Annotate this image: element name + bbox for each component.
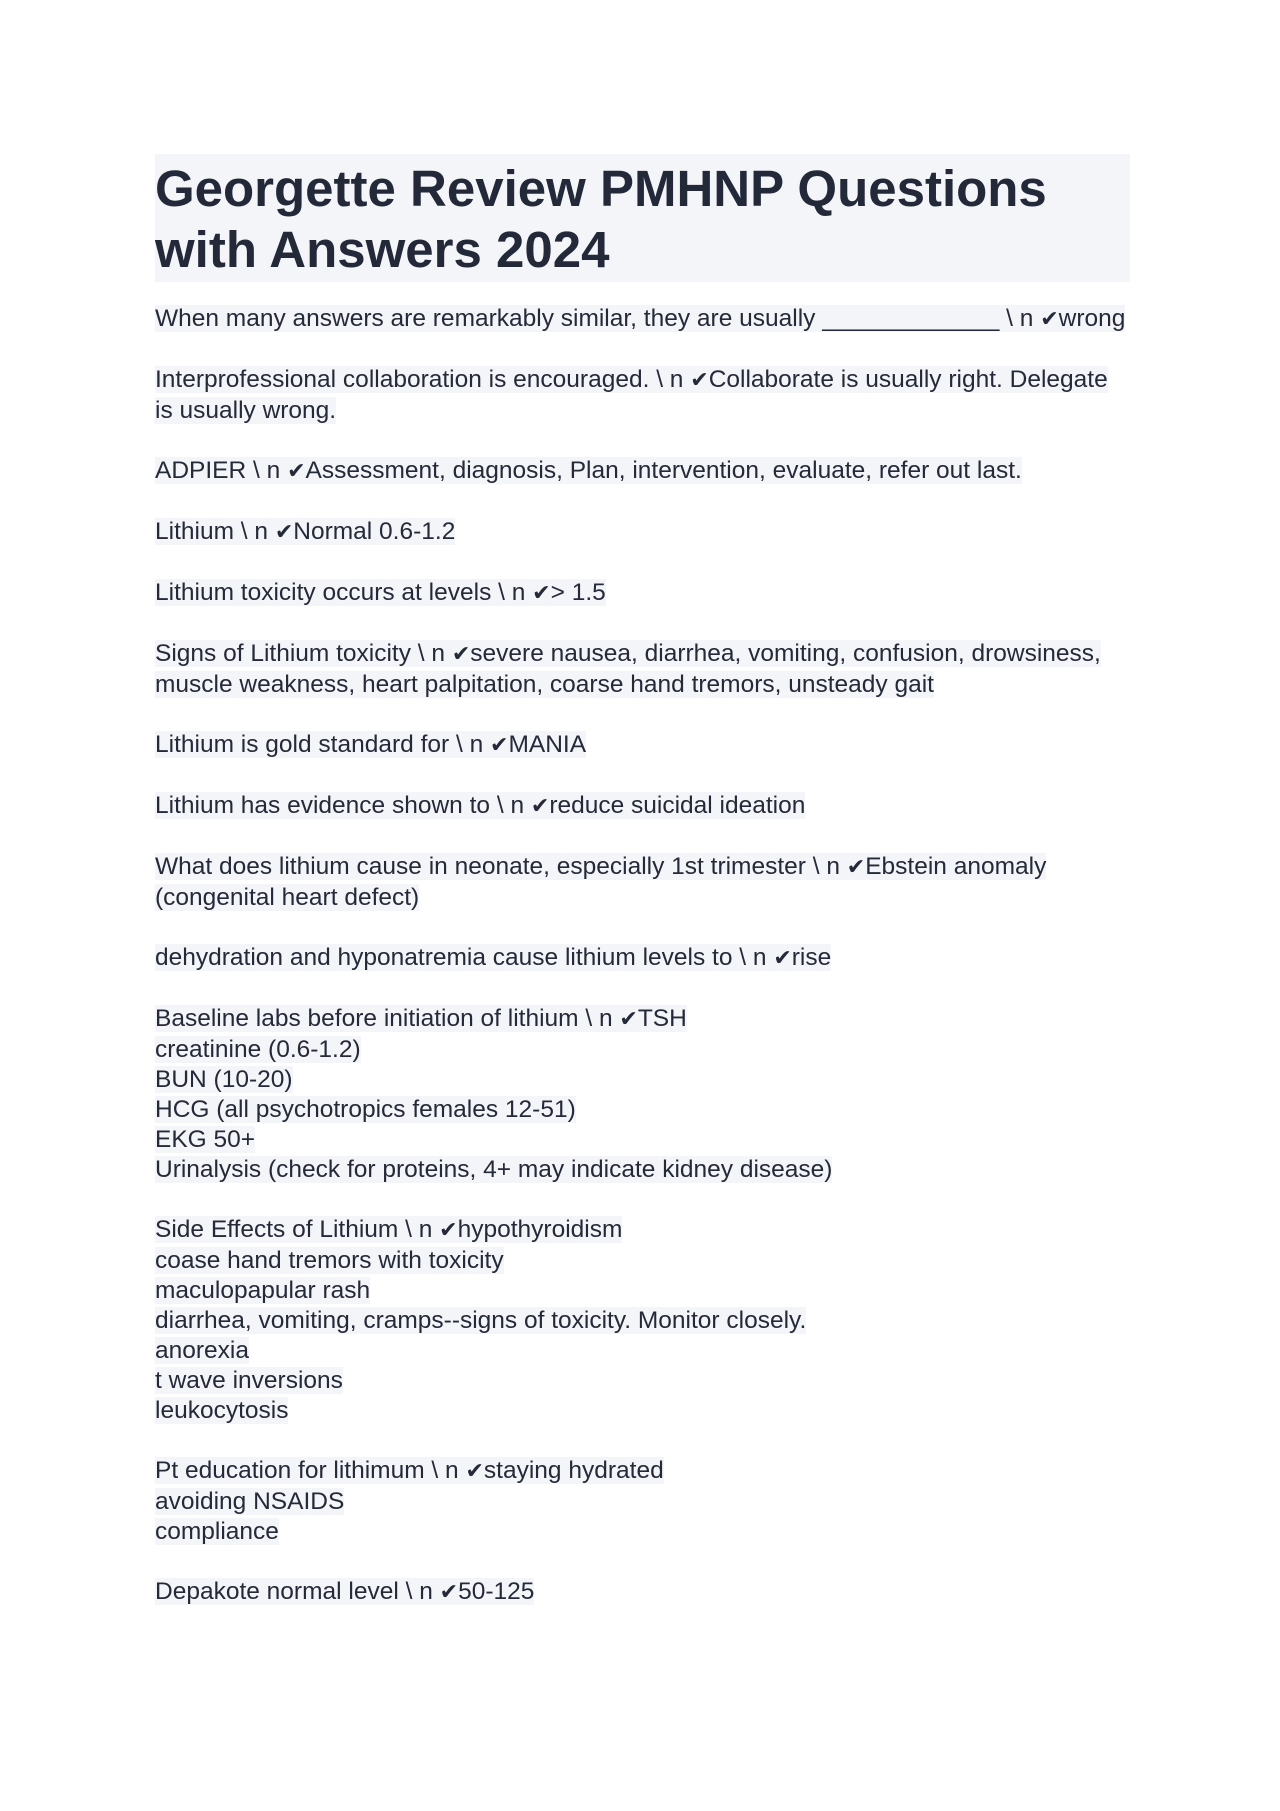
qa-first-line [155, 852, 1130, 913]
answer-continuation-line [155, 1155, 1130, 1185]
check-mark-icon: ✔ [439, 1580, 459, 1605]
question-text: Lithium is gold standard for \ n [155, 731, 491, 758]
qa-item [155, 1215, 1130, 1426]
question-text: Interprofessional collaboration is encouraged. \ n [155, 366, 691, 393]
qa-highlight [155, 305, 1125, 332]
qa-item [155, 578, 1130, 609]
qa-first-line [155, 791, 1130, 822]
question-text: Pt education for lithimum \ n [155, 1457, 466, 1484]
qa-first-line [155, 1456, 1130, 1487]
answer-continuation-line [155, 1276, 1130, 1306]
answer-continuation-text: creatinine (0.6-1.2) [155, 1036, 361, 1063]
qa-first-line [155, 639, 1130, 700]
qa-item [155, 1456, 1130, 1547]
check-mark-icon: ✔ [773, 946, 792, 971]
answer-continuation-text: compliance [155, 1518, 279, 1545]
qa-first-line [155, 578, 1130, 609]
answer-continuation-text: t wave inversions [155, 1367, 343, 1394]
check-mark-icon: ✔ [530, 794, 550, 819]
qa-highlight [155, 518, 455, 545]
qa-item [155, 1004, 1130, 1185]
question-text: Depakote normal level \ n [155, 1578, 440, 1605]
answer-continuation-text: diarrhea, vomiting, cramps--signs of toxicity. Monitor closely. [155, 1307, 807, 1334]
answer-text: MANIA [508, 731, 587, 758]
qa-first-line [155, 1004, 1130, 1035]
qa-highlight [155, 731, 586, 758]
answer-text: reduce suicidal ideation [549, 792, 806, 819]
question-text: dehydration and hyponatremia cause lithium levels to \ n [155, 944, 774, 971]
qa-first-line [155, 1215, 1130, 1246]
check-mark-icon: ✔ [465, 1459, 484, 1484]
qa-highlight [155, 1578, 534, 1605]
check-mark-icon: ✔ [490, 733, 509, 758]
answer-text: 50-125 [458, 1578, 535, 1605]
qa-first-line [155, 517, 1130, 548]
answer-continuation-text: leukocytosis [155, 1397, 289, 1424]
answer-continuation-text: anorexia [155, 1337, 249, 1364]
qa-first-line [155, 304, 1130, 335]
qa-item [155, 852, 1130, 913]
check-mark-icon: ✔ [274, 520, 294, 545]
answer-continuation-text: EKG 50+ [155, 1126, 256, 1153]
qa-first-line [155, 456, 1130, 487]
qa-item [155, 730, 1130, 761]
qa-list [155, 304, 1130, 1608]
qa-item [155, 791, 1130, 822]
answer-continuation-line [155, 1246, 1130, 1276]
answer-continuation-text: avoiding NSAIDS [155, 1488, 345, 1515]
answer-continuation-line [155, 1336, 1130, 1366]
qa-first-line [155, 730, 1130, 761]
answer-text: severe nausea, diarrhea, vomiting, confusion, drowsiness, muscle weakness, heart palpitation, coarse hand tremors, unsteady gait [155, 640, 1101, 698]
question-text: ADPIER \ n [155, 457, 288, 484]
answer-continuation-text: coase hand tremors with toxicity [155, 1247, 504, 1274]
answer-text: hypothyroidism [457, 1216, 623, 1243]
check-mark-icon: ✔ [532, 581, 551, 606]
qa-highlight [155, 853, 1046, 911]
answer-continuation-line [155, 1487, 1130, 1517]
qa-first-line [155, 365, 1130, 426]
qa-highlight [155, 1457, 664, 1484]
answer-continuation-text: maculopapular rash [155, 1277, 371, 1304]
answer-text: Ebstein anomaly (congenital heart defect) [155, 853, 1047, 911]
qa-item [155, 1577, 1130, 1608]
answer-text: rise [791, 944, 832, 971]
question-text: Lithium toxicity occurs at levels \ n [155, 579, 533, 606]
answer-continuation-line [155, 1065, 1130, 1095]
answer-text: wrong [1058, 305, 1126, 332]
check-mark-icon: ✔ [287, 459, 306, 484]
answer-text: staying hydrated [483, 1457, 664, 1484]
answer-continuation-line [155, 1366, 1130, 1396]
answer-continuation-line [155, 1125, 1130, 1155]
check-mark-icon: ✔ [846, 855, 866, 880]
answer-continuation-line [155, 1095, 1130, 1125]
question-text: Side Effects of Lithium \ n [155, 1216, 440, 1243]
answer-continuation-line [155, 1306, 1130, 1336]
answer-text: Assessment, diagnosis, Plan, intervention, evaluate, refer out last. [305, 457, 1022, 484]
qa-item [155, 943, 1130, 974]
answer-continuation-text: Urinalysis (check for proteins, 4+ may indicate kidney disease) [155, 1156, 833, 1183]
qa-highlight [155, 640, 1101, 698]
answer-text: Collaborate is usually right. Delegate is usually wrong. [155, 366, 1108, 424]
qa-item [155, 304, 1130, 335]
answer-continuation-text: HCG (all psychotropics females 12-51) [155, 1096, 576, 1123]
qa-highlight [155, 457, 1022, 484]
title-block [155, 154, 1130, 282]
question-text: What does lithium cause in neonate, especially 1st trimester \ n [155, 853, 847, 880]
answer-continuation-line [155, 1035, 1130, 1065]
answer-text: TSH [637, 1005, 687, 1032]
qa-highlight [155, 366, 1108, 424]
answer-continuation-text: BUN (10-20) [155, 1066, 293, 1093]
qa-highlight [155, 579, 606, 606]
qa-first-line [155, 1577, 1130, 1608]
page-title: Georgette Review PMHNP Questions with Answers 2024 [155, 160, 1047, 278]
question-text: Signs of Lithium toxicity \ n [155, 640, 452, 667]
document-page [155, 154, 1130, 1638]
answer-text: > 1.5 [550, 579, 606, 606]
answer-continuation-line [155, 1517, 1130, 1547]
check-mark-icon: ✔ [451, 642, 471, 667]
check-mark-icon: ✔ [619, 1007, 638, 1032]
check-mark-icon: ✔ [1040, 307, 1059, 332]
answer-text: Normal 0.6-1.2 [293, 518, 456, 545]
qa-highlight [155, 1216, 622, 1243]
qa-highlight [155, 944, 831, 971]
question-text: Lithium \ n [155, 518, 275, 545]
answer-continuation-line [155, 1396, 1130, 1426]
qa-item [155, 456, 1130, 487]
qa-item [155, 639, 1130, 700]
qa-first-line [155, 943, 1130, 974]
qa-highlight [155, 1005, 687, 1032]
qa-highlight [155, 792, 805, 819]
question-text: Lithium has evidence shown to \ n [155, 792, 531, 819]
check-mark-icon: ✔ [690, 368, 709, 393]
question-text: When many answers are remarkably similar, they are usually _____________ \ n [155, 305, 1041, 332]
check-mark-icon: ✔ [439, 1218, 458, 1243]
qa-item [155, 365, 1130, 426]
question-text: Baseline labs before initiation of lithium \ n [155, 1005, 620, 1032]
qa-item [155, 517, 1130, 548]
